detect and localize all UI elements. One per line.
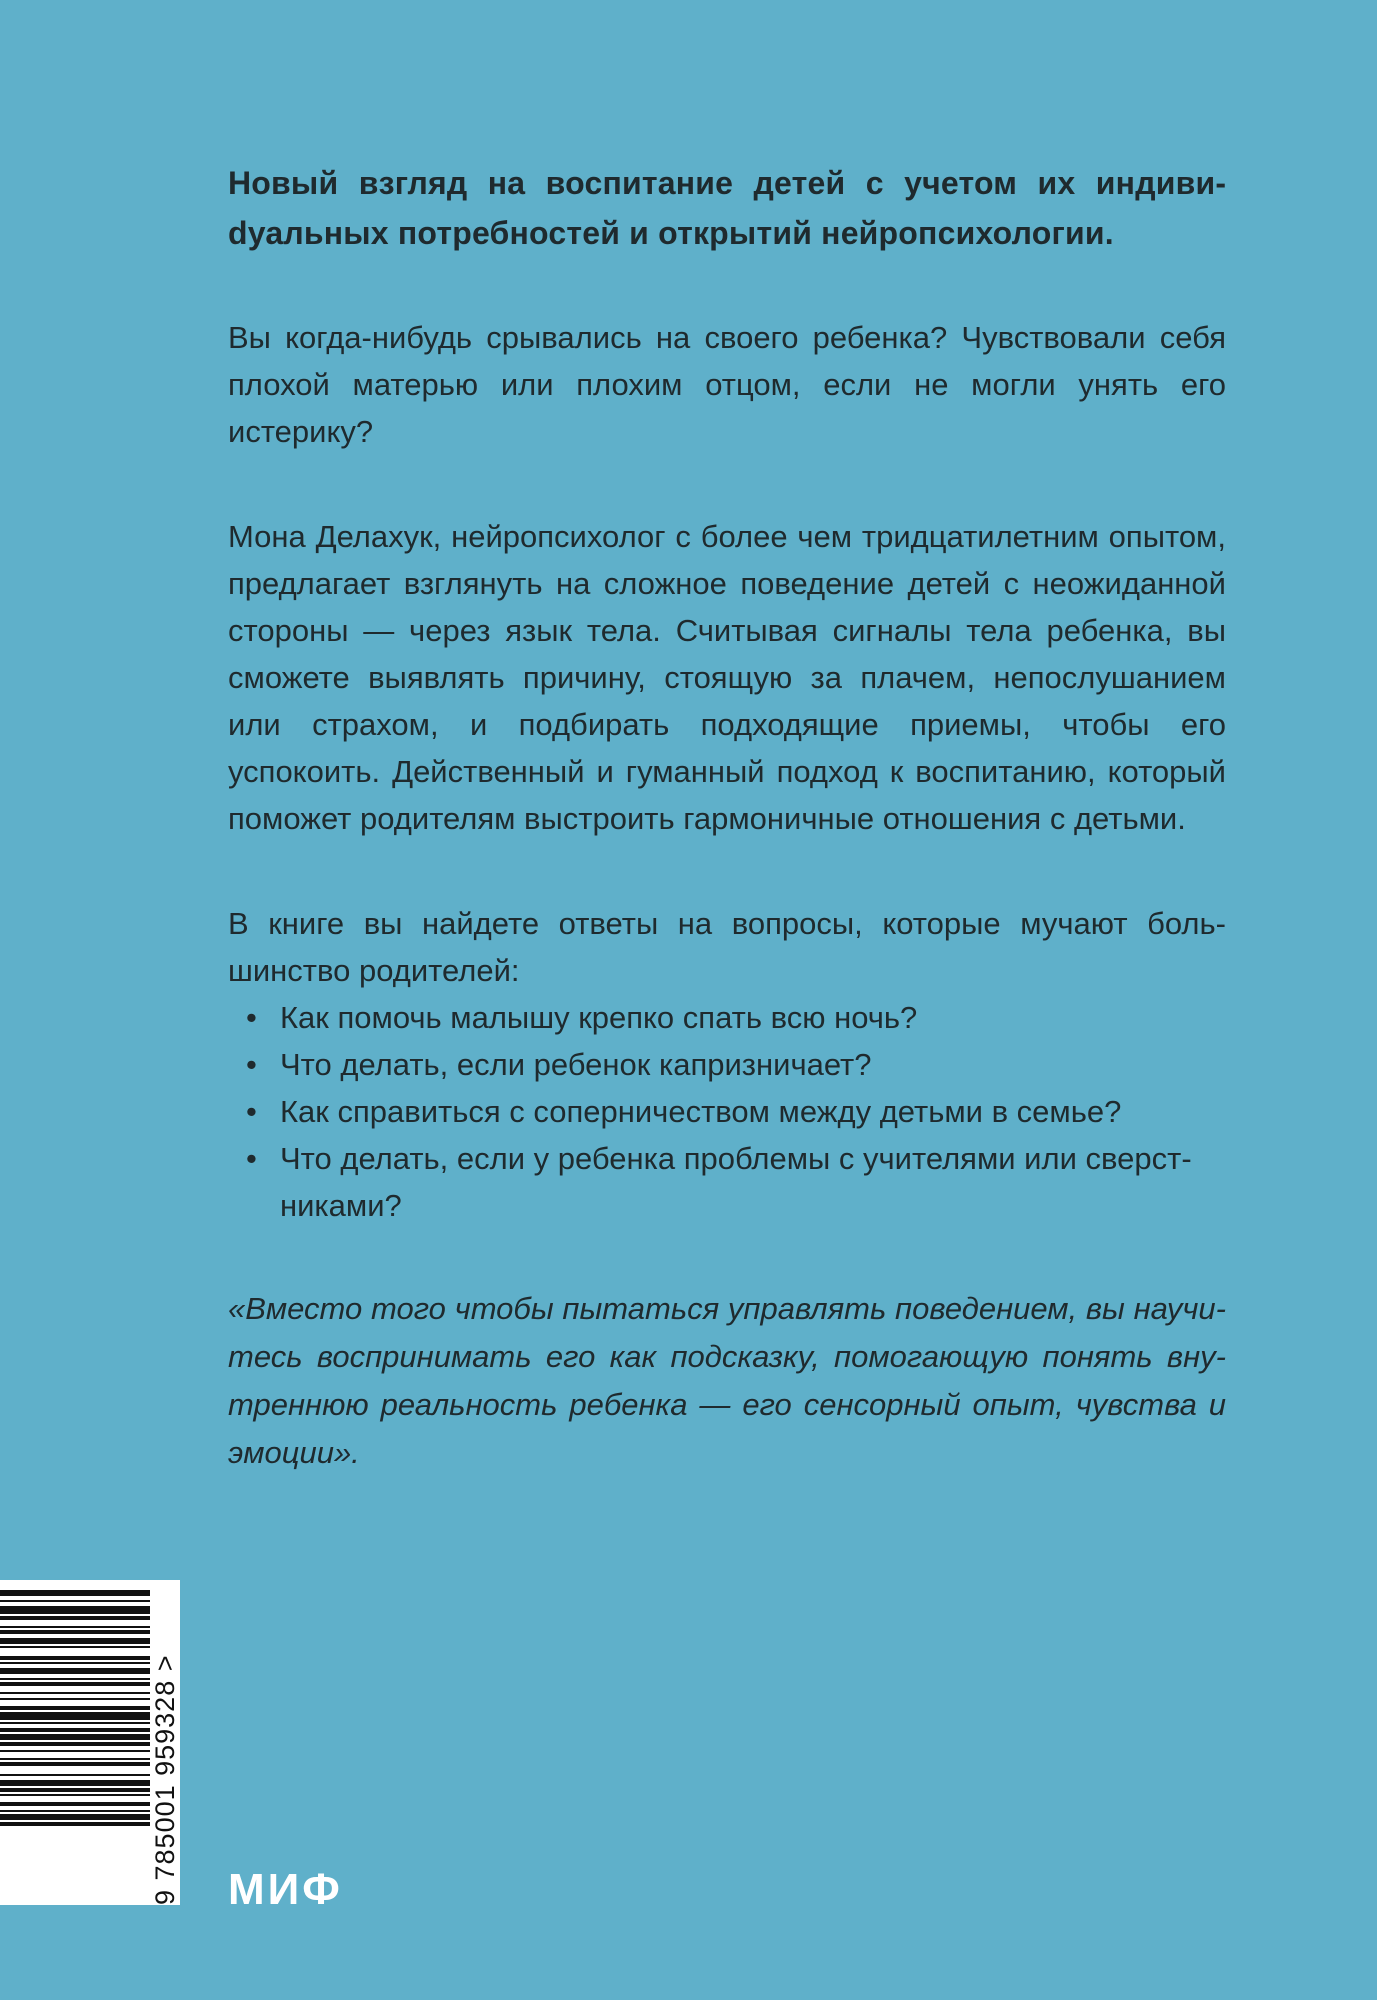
barcode-bar [0, 1814, 150, 1820]
barcode-bar [0, 1762, 150, 1766]
barcode-bar [0, 1692, 150, 1694]
questions-list [228, 994, 1226, 1229]
barcode-bar [0, 1600, 150, 1602]
barcode-bar [0, 1788, 150, 1792]
barcode-bar [0, 1742, 150, 1746]
barcode-bar [0, 1626, 150, 1628]
barcode-bar [0, 1630, 150, 1634]
barcode-bar [0, 1774, 150, 1776]
barcode-bar [0, 1758, 150, 1760]
barcode-bar [0, 1728, 150, 1732]
barcode-bar [0, 1780, 150, 1786]
barcode-bar [0, 1810, 150, 1812]
bullet-icon: • [246, 1141, 257, 1176]
barcode-bar [0, 1734, 150, 1740]
barcode-bar [0, 1682, 150, 1686]
barcode-bar [0, 1678, 150, 1680]
list-item: • Как справиться с соперничеством между детьми в семье? [228, 1088, 1226, 1135]
bullet-icon: • [246, 1000, 257, 1035]
questions-intro: В книге вы найдете ответы на вопросы, которые мучают большинство родителей: [228, 906, 1226, 988]
barcode-bar [0, 1590, 150, 1596]
bullet-icon: • [246, 1094, 257, 1129]
list-item: • Что делать, если ребенок капризничает? [228, 1041, 1226, 1088]
barcode-bar [0, 1712, 150, 1720]
author-paragraph: Мона Делахук, нейропсихолог с более чем тридцатилетним опытом, предлагает взглянуть на сложное поведение детей с неожиданной стороны — через язык тела. Считывая сигналы тела ребенка, вы сможете выявлять причину, стоящую за плачем, непослушанием или страхом, и подбирать подходящие приемы, чтобы его успокоить. Действенный и гуманный подход к воспитанию, который поможет родителям выстроить гармоничные отношения с детьми. [228, 519, 1226, 836]
barcode-bar [0, 1822, 150, 1826]
list-item: • Что делать, если у ребенка проблемы с учителями или сверстниками? [228, 1135, 1226, 1229]
barcode-bar [0, 1698, 150, 1700]
back-cover-text [228, 158, 1226, 1477]
bullet-icon: • [246, 1047, 257, 1082]
publisher-logo: МИФ [228, 1865, 343, 1914]
barcode-bar [0, 1606, 150, 1614]
barcode-bar [0, 1802, 150, 1806]
barcode-bar [0, 1656, 150, 1660]
barcode-bar [0, 1722, 150, 1724]
isbn-number: 9 785001 959328 > [150, 1654, 180, 1905]
barcode-bar [0, 1794, 150, 1796]
barcode-bar [0, 1668, 150, 1674]
barcode-bar [0, 1750, 150, 1752]
barcode-bar [0, 1638, 150, 1644]
barcode-bar [0, 1706, 150, 1710]
barcode-bar [0, 1646, 150, 1648]
list-item: • Как помочь малышу крепко спать всю ночь? [228, 994, 1226, 1041]
pull-quote: «Вместо того чтобы пытаться управлять поведением, вы научитесь воспринимать его как подсказку, помогающую понять внутреннюю реальность ребенка — его сенсорный опыт, чувства и эмоции». [228, 1291, 1226, 1470]
intro-paragraph: Вы когда-нибудь срывались на своего ребенка? Чувствовали себя плохой матерью или плохим отцом, если не могли унять его истерику? [228, 320, 1226, 449]
lead-statement: Новый взгляд на воспитание детей с учетом их индивиdуальных потребностей и открытий нейропсихологии. [228, 165, 1226, 251]
barcode-bar [0, 1616, 150, 1620]
barcode-bar [0, 1662, 150, 1664]
